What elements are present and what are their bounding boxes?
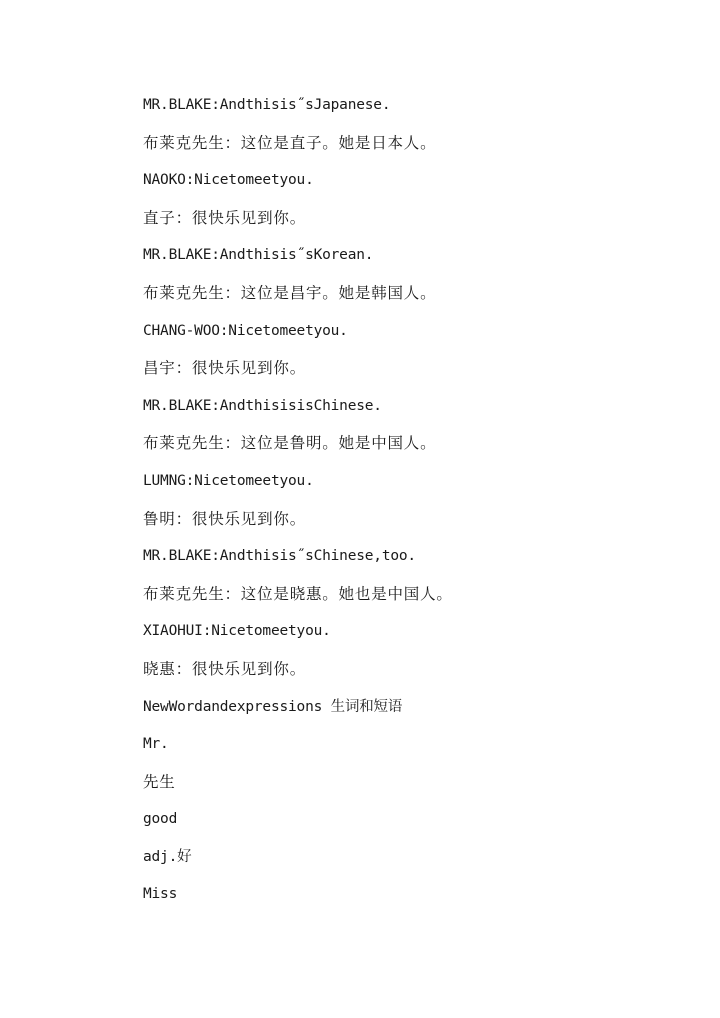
dialogue-translation: 鲁明：很快乐见到你。 [143, 509, 307, 528]
dialogue-line: MR.BLAKE:Andthisis˝sKorean. [143, 247, 374, 264]
section-heading: NewWordandexpressions 生词和短语 [143, 698, 403, 715]
dialogue-line: XIAOHUI:Nicetomeetyou. [143, 623, 331, 640]
dialogue-translation: 布莱克先生：这位是昌宇。她是韩国人。 [143, 283, 437, 302]
dialogue-line: CHANG-WOO:Nicetomeetyou. [143, 322, 348, 339]
dialogue-translation: 直子：很快乐见到你。 [143, 208, 307, 227]
vocab-word: Miss [143, 886, 178, 903]
vocab-word: good [143, 811, 178, 828]
dialogue-line: MR.BLAKE:AndthisisisChinese. [143, 397, 382, 414]
dialogue-translation: 昌宇：很快乐见到你。 [143, 359, 307, 378]
dialogue-translation: 晓惠：很快乐见到你。 [143, 659, 307, 678]
dialogue-line: MR.BLAKE:Andthisis˝sJapanese. [143, 97, 391, 113]
vocab-meaning: 先生 [143, 772, 176, 791]
text-lines [143, 94, 683, 921]
vocab-word: Mr. [143, 736, 169, 753]
dialogue-line: MR.BLAKE:Andthisis˝sChinese,too. [143, 548, 416, 565]
vocab-meaning: adj.好 [143, 848, 192, 865]
dialogue-line: LUMNG:Nicetomeetyou. [143, 472, 314, 489]
dialogue-translation: 布莱克先生：这位是直子。她是日本人。 [143, 133, 437, 152]
dialogue-translation: 布莱克先生：这位是鲁明。她是中国人。 [143, 434, 437, 453]
dialogue-translation: 布莱克先生：这位是晓惠。她也是中国人。 [143, 584, 453, 603]
dialogue-line: NAOKO:Nicetomeetyou. [143, 172, 314, 189]
